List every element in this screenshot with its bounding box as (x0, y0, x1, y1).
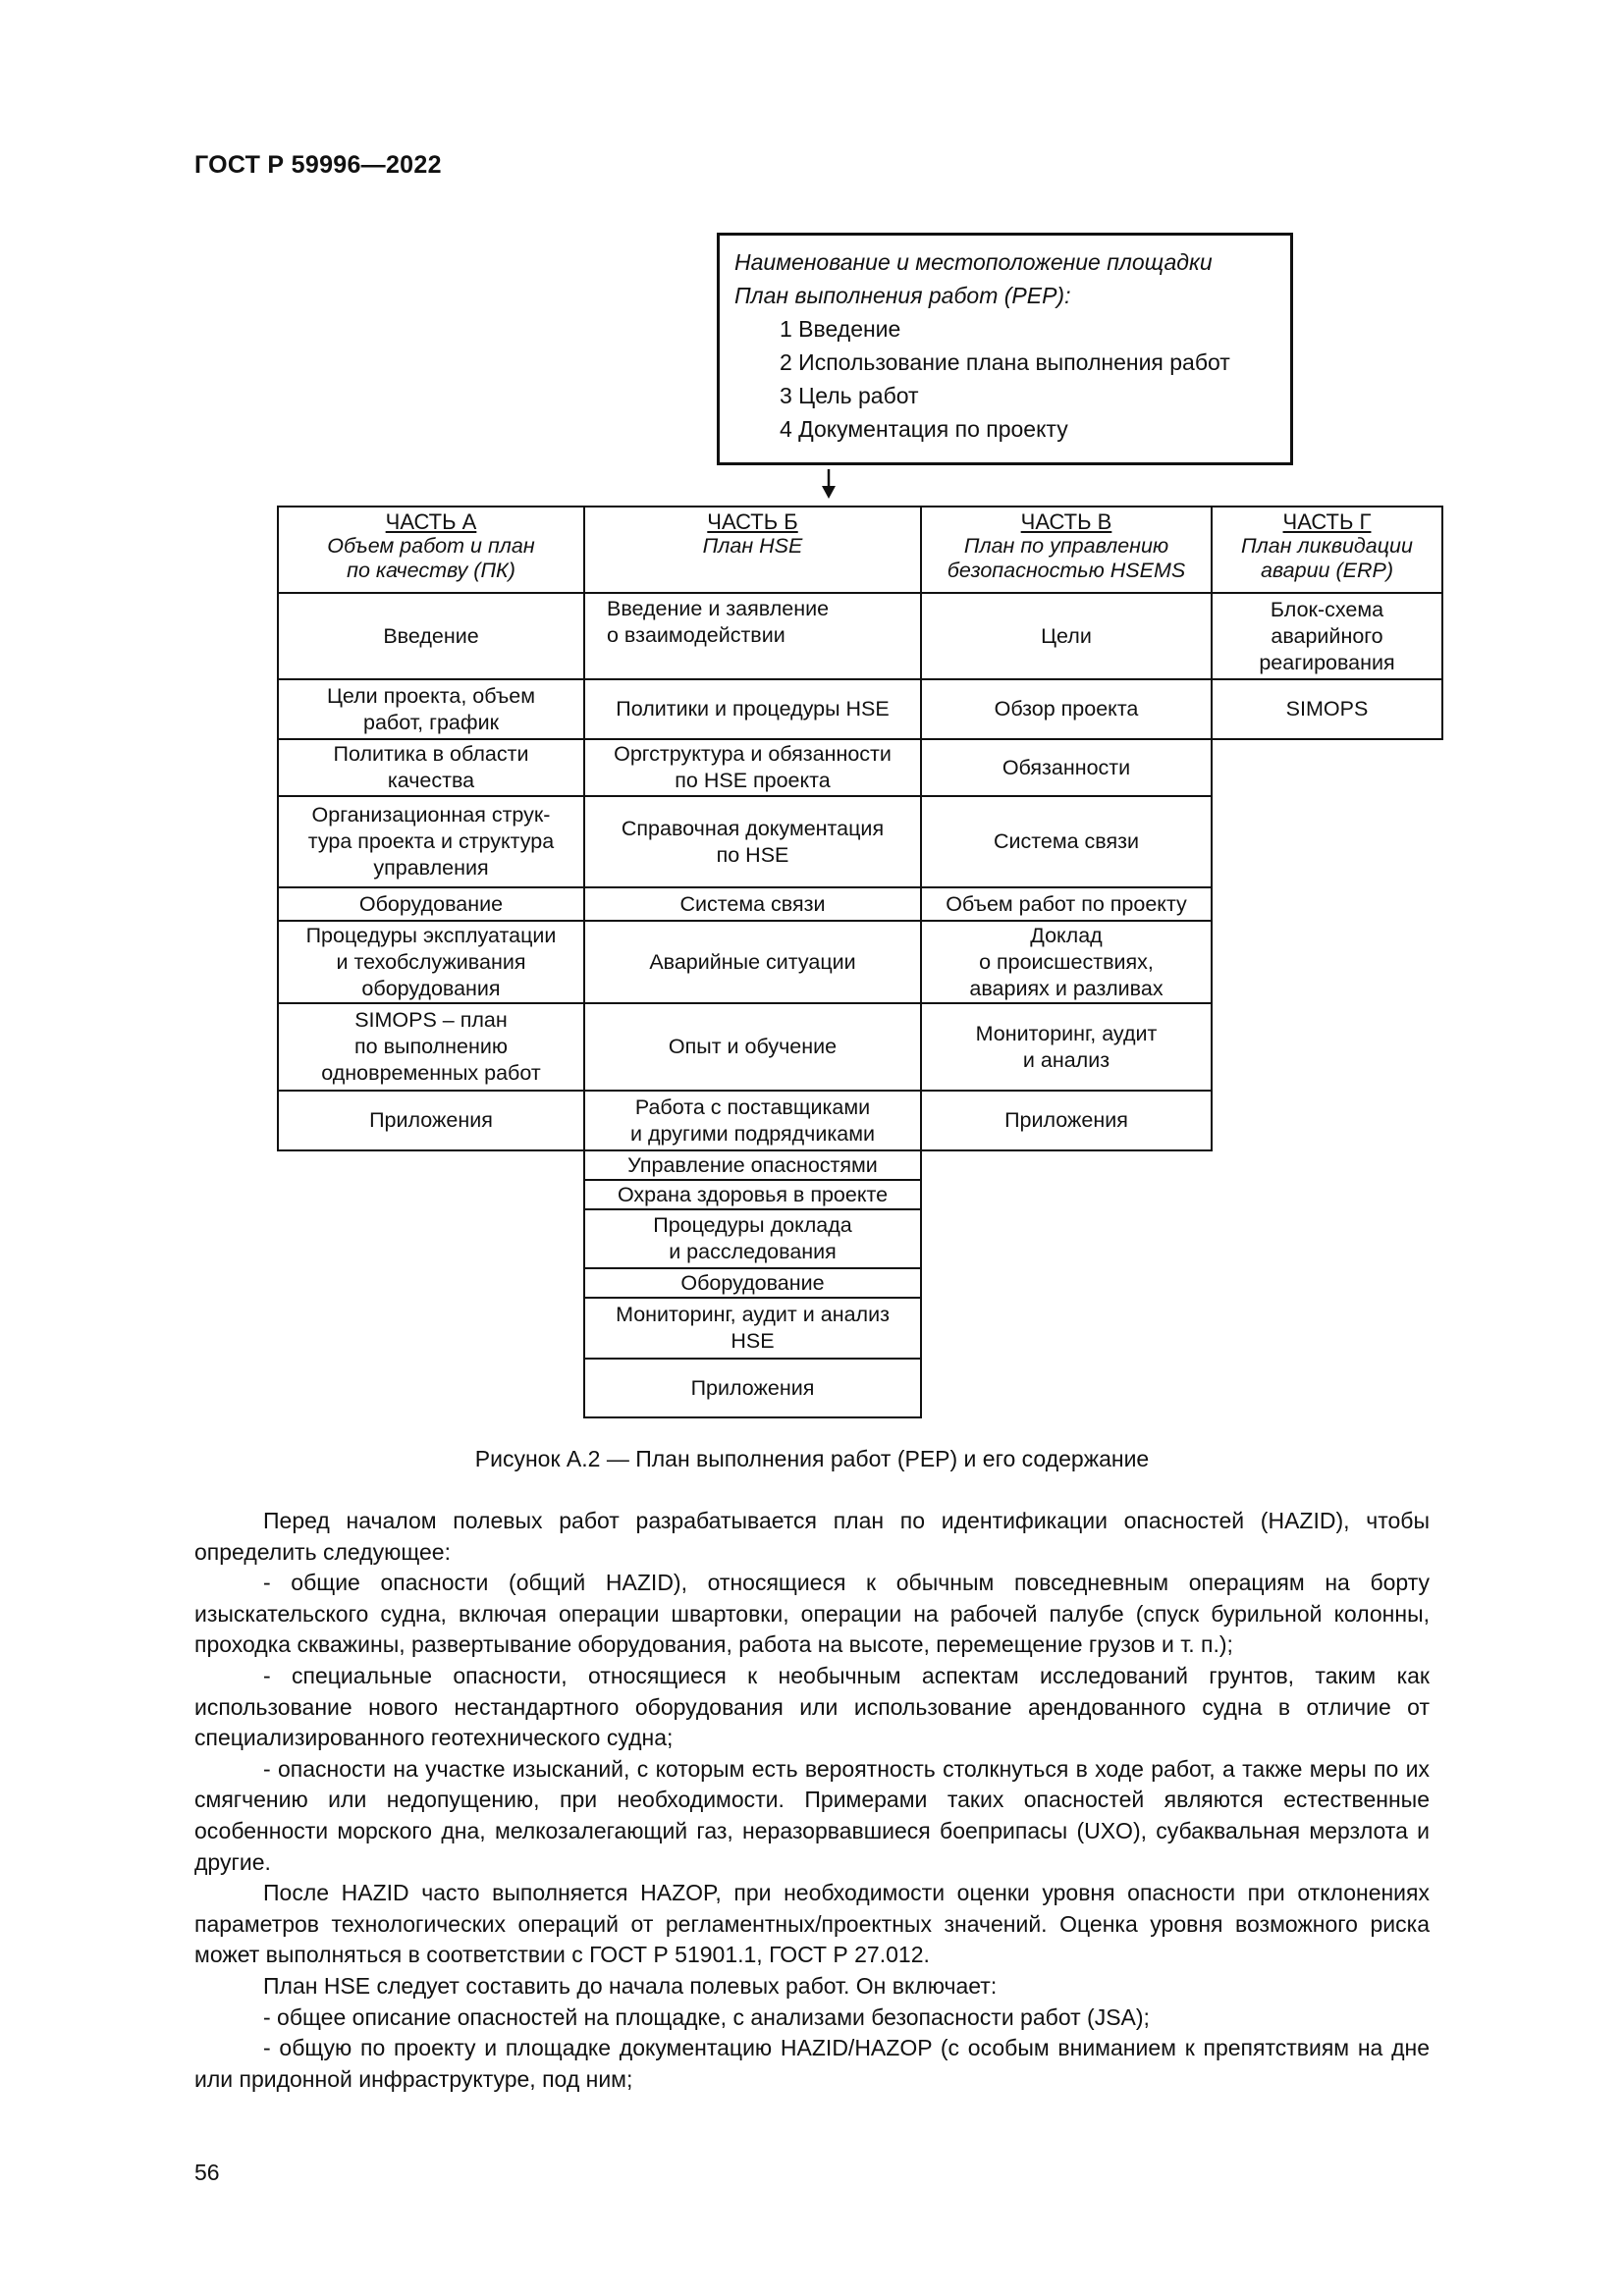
row-line: Процедуры доклада (653, 1213, 852, 1237)
row-line: Политики и процедуры HSE (616, 697, 890, 721)
part-v-row (920, 678, 1213, 740)
row-line: HSE (731, 1329, 775, 1353)
row-line: Цели (1041, 623, 1092, 648)
row-line: и другими подрядчиками (629, 1121, 876, 1146)
row-line: Мониторинг, аудит (975, 1021, 1158, 1045)
part-b-row (583, 920, 922, 1004)
row-line: по HSE (716, 842, 789, 867)
row-line: тура проекта и структура (307, 829, 555, 853)
paragraph: - специальные опасности, относящиеся к необычным аспектам исследований грунтов, таким как использование нового нестандартного оборудования или использование арендованного судна в отличие от специализированного геотехнического судна; (194, 1662, 1430, 1751)
part-a-row (277, 1002, 585, 1092)
part-a-subtitle: Объем работ и план (327, 534, 535, 558)
row-line: по HSE проекта (675, 769, 831, 792)
row-line: Работа с поставщиками (634, 1095, 871, 1119)
body-text (194, 1506, 1430, 2095)
paragraph: - общие опасности (общий HAZID), относящиеся к обычным повседневным операциям на борту изыскательского судна, включая операции швартовки, операции на рабочей палубе (спуск бурильной колонны, проходка скважины, развертывание оборудования, работа на высоте, перемещение грузов и т. п.); (194, 1570, 1430, 1658)
row-line: качества (387, 769, 475, 792)
row-line: Охрана здоровья в проекте (617, 1182, 889, 1206)
part-v-row (920, 795, 1213, 888)
part-a-row (277, 795, 585, 888)
row-line: управления (373, 856, 489, 880)
part-b-row (583, 1267, 922, 1299)
part-a-subtitle: по качеству (ПК) (347, 559, 515, 582)
part-b-row (583, 1297, 922, 1360)
figure-caption: Рисунок А.2 — План выполнения работ (PEP) и его содержание (474, 1446, 1150, 1471)
part-a-row (277, 920, 585, 1004)
part-b-row (583, 1002, 922, 1092)
part-v-row (920, 738, 1213, 797)
part-b-row (583, 738, 922, 797)
document-header: ГОСТ Р 59996—2022 (194, 151, 442, 179)
part-b-row (583, 1149, 922, 1181)
row-line: SIMOPS (1285, 697, 1369, 721)
part-a-row (277, 738, 585, 797)
row-line: Мониторинг, аудит и анализ (616, 1303, 890, 1326)
down-arrow-icon (821, 469, 837, 499)
row-line: Приложения (369, 1108, 493, 1132)
row-line: Введение и заявление (607, 597, 830, 620)
row-line: аварийного (1271, 623, 1383, 648)
pep-item: 4 Документация по проекту (780, 416, 1068, 442)
row-line: Аварийные ситуации (649, 949, 856, 974)
part-b-header (583, 506, 922, 594)
part-a-row (277, 678, 585, 740)
part-g-subtitle: План ликвидации (1241, 534, 1413, 558)
row-line: Обязанности (1001, 755, 1131, 779)
row-line: Приложения (690, 1375, 815, 1400)
part-b-row (583, 592, 922, 680)
row-line: Система связи (679, 891, 826, 916)
part-b-row (583, 1208, 922, 1269)
part-v-subtitle: безопасностью HSEMS (947, 559, 1186, 582)
part-a-title: ЧАСТЬ А (385, 509, 477, 534)
row-line: Оборудование (358, 891, 504, 916)
paragraph: - общую по проекту и площадке документацию HAZID/HAZOP (с особым вниманием к препятствиям на дне или придонной инфраструктуре, под ним; (194, 2035, 1430, 2092)
row-line: оборудования (361, 976, 501, 1000)
row-line: о происшествиях, (979, 949, 1154, 974)
row-line: Система связи (993, 829, 1139, 853)
part-b-row (583, 678, 922, 740)
row-line: Приложения (1004, 1108, 1128, 1132)
part-v-subtitle: План по управлению (963, 534, 1169, 558)
part-b-row (583, 1358, 922, 1418)
paragraph: Перед началом полевых работ разрабатывается план по идентификации опасностей (HAZID), чтобы определить следующее: (194, 1508, 1430, 1565)
part-b-subtitle: План HSE (702, 534, 803, 558)
part-v-row (920, 886, 1213, 922)
row-line: Справочная документация (621, 816, 885, 840)
part-g-title: ЧАСТЬ Г (1282, 509, 1372, 534)
row-line: Обзор проекта (994, 697, 1139, 721)
row-line: работ, график (363, 710, 499, 734)
row-line: Введение (383, 623, 479, 648)
paragraph: - опасности на участке изысканий, с которым есть вероятность столкнуться в ходе работ, а также меры по их смягчению или недопущению, при необходимости. Примерами таких опасностей являются естественные особенности морского дна, мелкозалегающий газ, неразорвавшиеся боеприпасы (UXO), субаквальная мерзлота и другие. (194, 1755, 1430, 1875)
row-line: Управление опасностями (627, 1152, 878, 1177)
part-a-row (277, 886, 585, 922)
part-a-row (277, 1090, 585, 1151)
row-line: Оборудование (680, 1270, 825, 1295)
row-line: SIMOPS – план (354, 1008, 508, 1032)
row-line: Опыт и обучение (668, 1035, 838, 1058)
part-v-header (920, 506, 1213, 594)
part-b-row (583, 886, 922, 922)
part-b-row (583, 1179, 922, 1210)
part-g-header (1211, 506, 1443, 594)
row-line: и техобслуживания (336, 949, 526, 974)
row-line: реагирования (1259, 650, 1395, 674)
pep-title-box (717, 233, 1293, 465)
row-line: Доклад (1030, 923, 1103, 947)
part-b-row (583, 795, 922, 888)
row-line: Объем работ по проекту (946, 891, 1187, 916)
row-line: Политика в области (333, 742, 529, 766)
part-a-header (277, 506, 585, 594)
row-line: о взаимодействии (607, 623, 785, 647)
row-line: одновременных работ (321, 1061, 541, 1085)
part-a-row (277, 592, 585, 680)
row-line: Блок-схема (1270, 597, 1384, 621)
part-v-row (920, 920, 1213, 1004)
row-line: по выполнению (354, 1035, 508, 1058)
row-line: и анализ (1022, 1047, 1110, 1072)
row-line: и расследования (669, 1240, 837, 1263)
row-line: Процедуры эксплуатации (305, 923, 557, 947)
pep-item: 1 Введение (780, 316, 901, 342)
pep-item: 3 Цель работ (780, 383, 919, 408)
part-b-row (583, 1090, 922, 1151)
paragraph: План HSE следует составить до начала полевых работ. Он включает: (263, 1972, 998, 1999)
pep-plan-label: План выполнения работ (PEP): (734, 283, 1071, 308)
page-number: 56 (194, 2160, 220, 2185)
site-name-label: Наименование и местоположение площадки (734, 249, 1213, 275)
part-v-row (920, 1002, 1213, 1092)
part-g-row (1211, 592, 1443, 680)
part-b-title: ЧАСТЬ Б (707, 509, 798, 534)
pep-item: 2 Использование плана выполнения работ (780, 349, 1230, 375)
part-v-row (920, 1090, 1213, 1151)
paragraph: После HAZID часто выполняется HAZOP, при необходимости оценки уровня опасности при отклонениях параметров технологических операций от регламентных/проектных значений. Оценка уровня возможного риска может выполняться в соответствии с ГОСТ Р 51901.1, ГОСТ Р 27.012. (194, 1880, 1430, 1968)
part-v-title: ЧАСТЬ В (1020, 509, 1112, 534)
part-g-subtitle: аварии (ERP) (1260, 559, 1394, 582)
row-line: Цели проекта, объем (326, 683, 536, 708)
row-line: Оргструктура и обязанности (614, 742, 892, 766)
row-line: авариях и разливах (969, 976, 1164, 1000)
paragraph: - общее описание опасностей на площадке, с анализами безопасности работ (JSA); (263, 2003, 1150, 2030)
part-g-row (1211, 678, 1443, 740)
row-line: Организационная струк- (311, 803, 551, 827)
part-v-row (920, 592, 1213, 680)
